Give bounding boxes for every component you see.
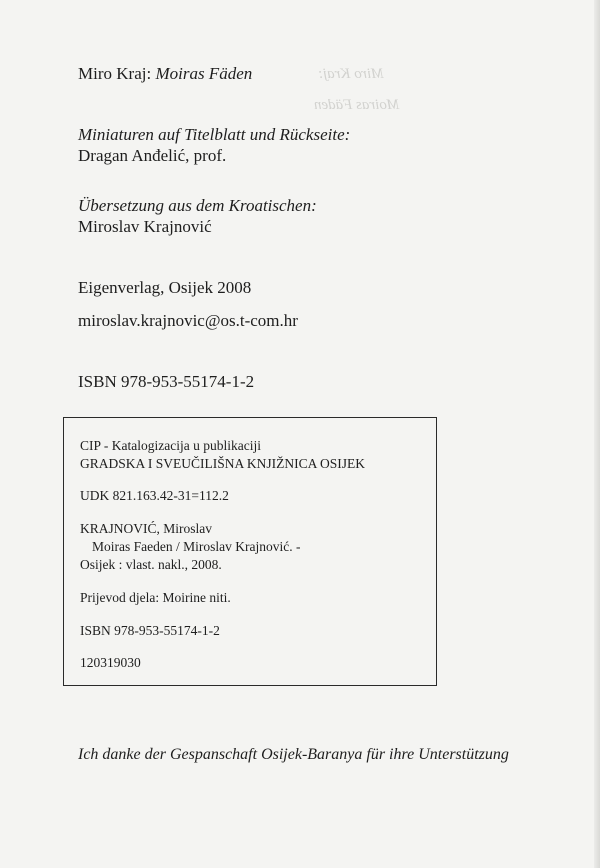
author-prefix: Miro Kraj: — [78, 64, 152, 83]
cip-author: KRAJNOVIĆ, Miroslav — [80, 521, 213, 536]
show-through-text: Moiras Fäden — [314, 97, 400, 113]
isbn: ISBN 978-953-55174-1-2 — [78, 372, 255, 391]
acknowledgement: Ich danke der Gespanschaft Osijek-Baranya für ihre Unterstützung — [78, 746, 509, 763]
show-through-text: Miro Kraj: — [318, 66, 384, 82]
translator-name: Miroslav Krajnović — [78, 217, 212, 236]
page-edge — [594, 0, 600, 868]
cip-heading: CIP - Katalogizacija u publikaciji — [80, 438, 261, 453]
cip-title-line: Moiras Faeden / Miroslav Krajnović. - — [92, 539, 301, 554]
cip-translation-note: Prijevod djela: Moirine niti. — [80, 590, 231, 605]
cip-library: GRADSKA I SVEUČILIŠNA KNJIŽNICA OSIJEK — [80, 456, 366, 471]
book-title: Moiras Fäden — [155, 64, 253, 83]
miniatures-artist: Dragan Anđelić, prof. — [78, 146, 227, 165]
translation-label: Übersetzung aus dem Kroatischen: — [78, 196, 317, 215]
cip-isbn: ISBN 978-953-55174-1-2 — [80, 623, 220, 638]
book-header — [78, 64, 252, 84]
miniatures-label: Miniaturen auf Titelblatt und Rückseite: — [78, 125, 351, 144]
contact-email: miroslav.krajnovic@os.t-com.hr — [78, 311, 298, 330]
cip-publication-line: Osijek : vlast. nakl., 2008. — [80, 557, 222, 572]
publisher-imprint: Eigenverlag, Osijek 2008 — [78, 278, 252, 297]
cip-record-id: 120319030 — [80, 655, 141, 670]
cip-udk: UDK 821.163.42-31=112.2 — [80, 488, 229, 503]
cip-record-box — [63, 417, 437, 686]
